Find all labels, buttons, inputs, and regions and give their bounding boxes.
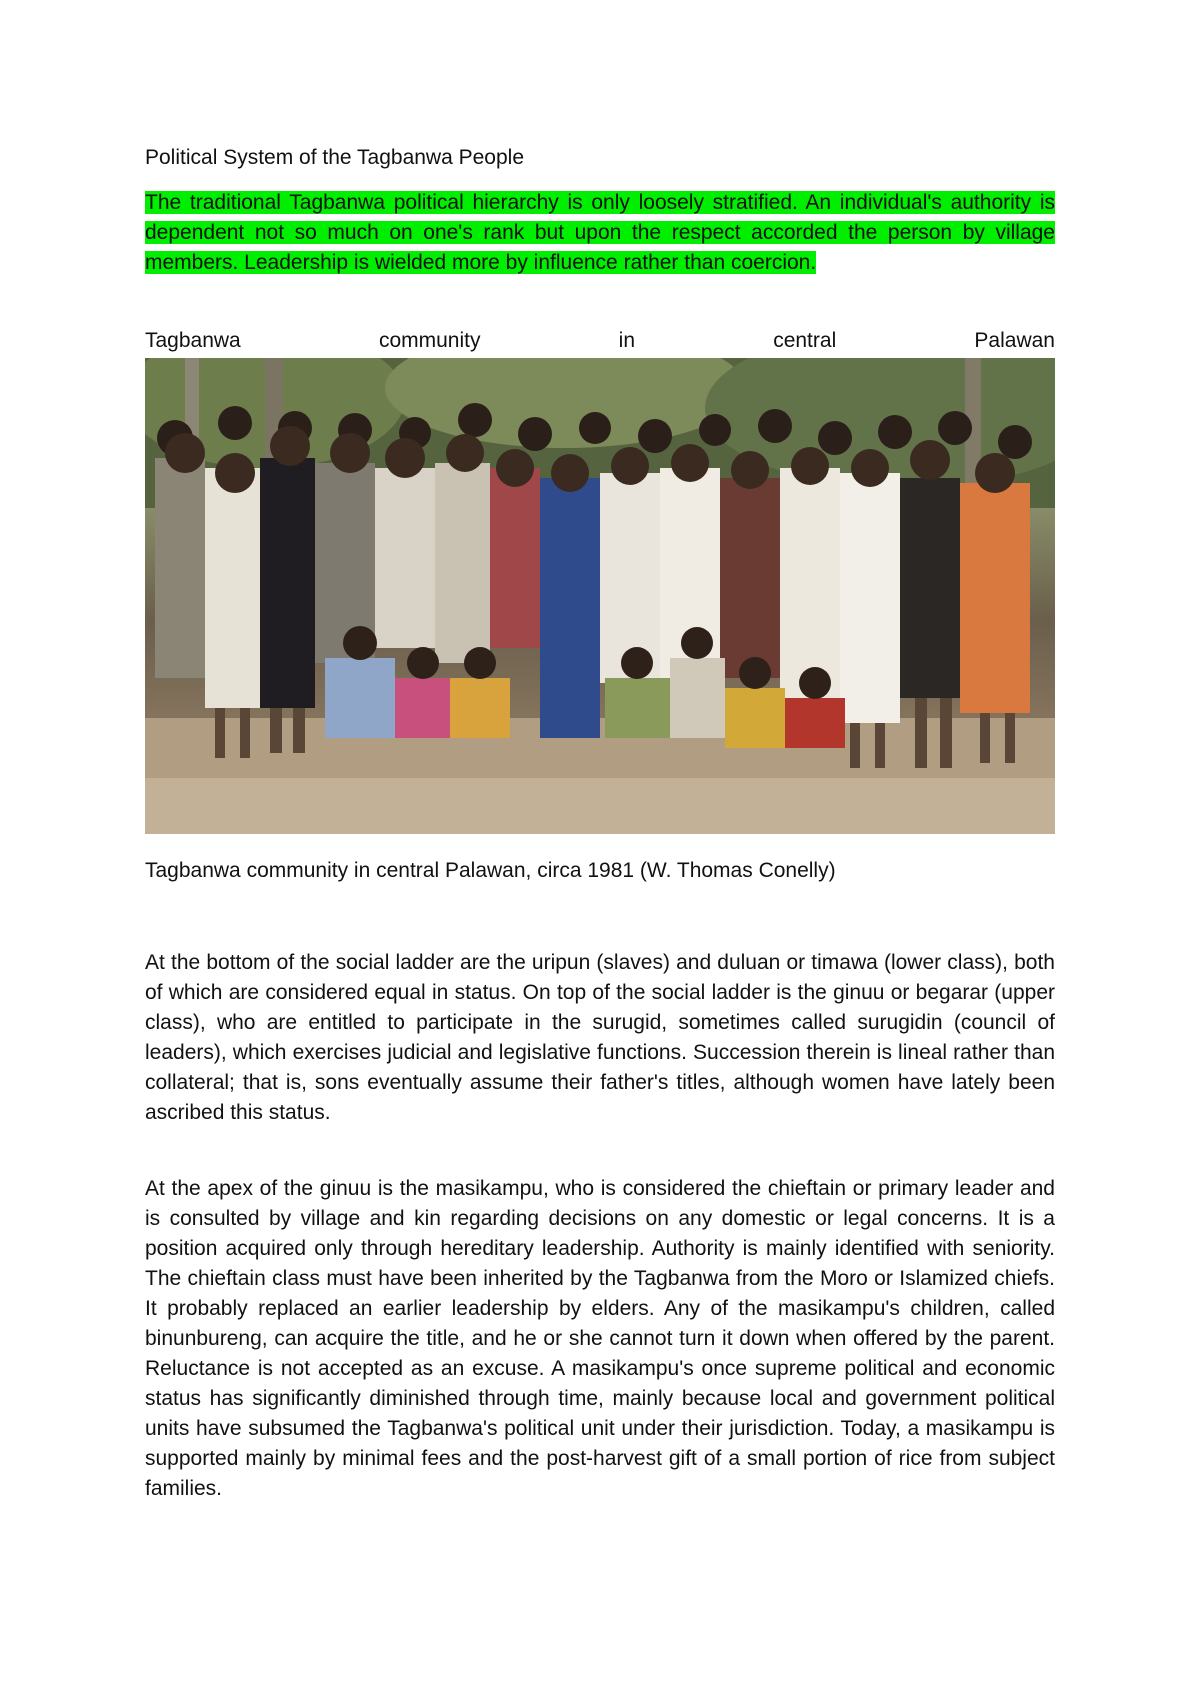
document-title: Political System of the Tagbanwa People [145, 146, 525, 169]
body-paragraph: At the bottom of the social ladder are the uripun (slaves) and duluan or timawa (lower class), both of which are considered equal in status. On top of the social ladder is the ginuu or begarar (upper class), who are entitled to participate in the surugid, sometimes called surugidin (council of leaders), which exercises judicial and legislative functions. Succession therein is lineal rather than collateral; that is, sons eventually assume their father's titles, although women have lately been ascribed this status. [145, 951, 1055, 1124]
body-paragraph: At the apex of the ginuu is the masikampu, who is considered the chieftain or primary leader and is consulted by village and kin regarding decisions on any domestic or legal concerns. It is a position acquired only through hereditary leadership. Authority is mainly identified with seniority. The chieftain class must have been inherited by the Tagbanwa from the Moro or Islamized chiefs. It probably replaced an earlier leadership by elders. Any of the masikampu's children, called binunbureng, can acquire the title, and he or she cannot turn it down when offered by the parent. Reluctance is not accepted as an excuse. A masikampu's once supreme political and economic status has significantly diminished through time, mainly because local and government political units have subsumed the Tagbanwa's political unit under their jurisdiction. Today, a masikampu is supported mainly by minimal fees and the post-harvest gift of a small portion of rice from subject families. [145, 1177, 1055, 1500]
photo-heading-word: Palawan [974, 329, 1055, 352]
photo-heading-word: in [618, 329, 636, 352]
highlighted-paragraph [145, 188, 1055, 278]
photo-illustration [145, 358, 1055, 834]
photo-heading-word: Tagbanwa [145, 329, 241, 352]
highlighted-text: The traditional Tagbanwa political hierarchy is only loosely stratified. An individual's authority is dependent not so much on one's rank but upon the respect accorded the person by village members. Leadership is wielded more by influence rather than coercion. [145, 191, 1055, 274]
photo-heading [145, 326, 1055, 356]
photo-heading-word: community [378, 329, 481, 352]
photo-caption: Tagbanwa community in central Palawan, circa 1981 (W. Thomas Conelly) [145, 859, 836, 882]
community-photo [145, 358, 1055, 834]
photo-heading-word: central [773, 329, 837, 352]
